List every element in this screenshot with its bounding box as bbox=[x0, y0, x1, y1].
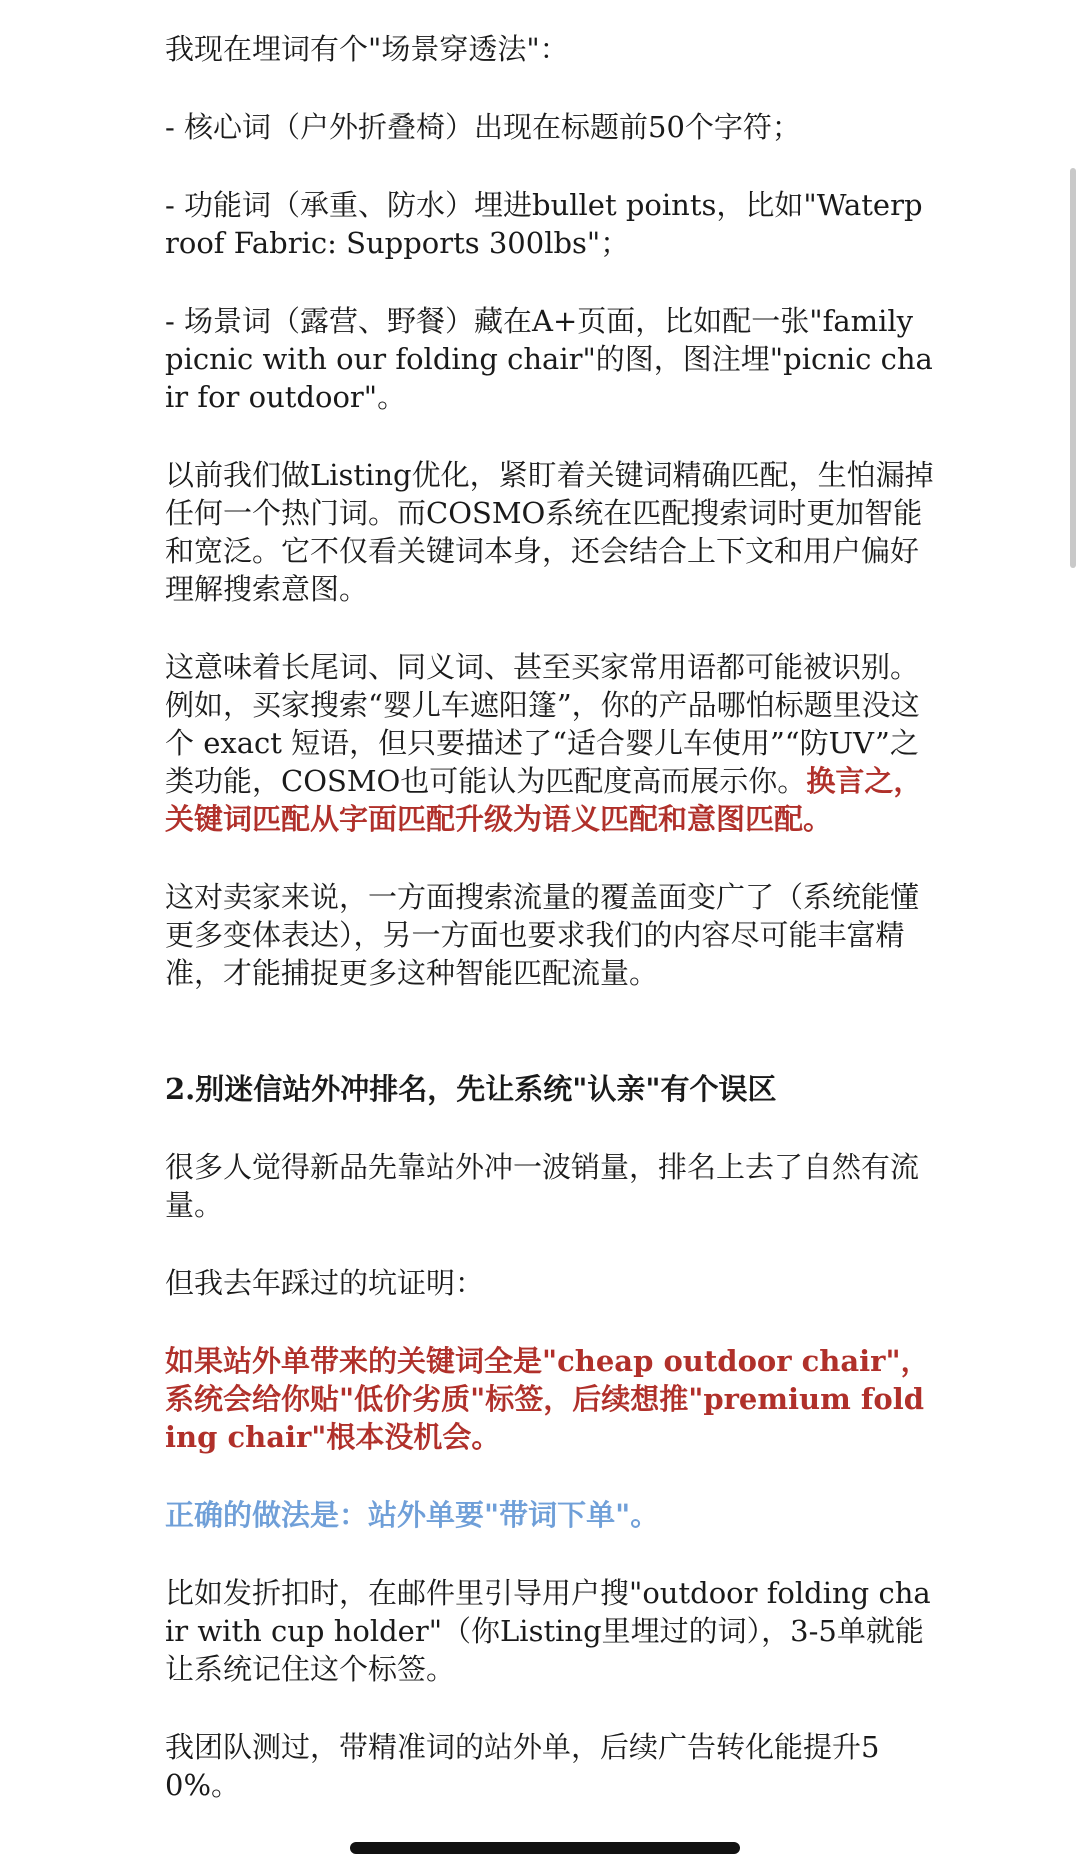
semantic-matching-text: 这意味着长尾词、同义词、甚至买家常用语都可能被识别。例如，买家搜索“婴儿车遮阳篷”，你的产品哪怕标题里没这个 exact 短语，但只要描述了“适合婴儿车使用”“防UV”之类功能，COSMO也可能认为匹配度高而展示你。 bbox=[165, 650, 920, 798]
paragraph-scene-keyword: - 场景词（露营、野餐）藏在A+页面，比如配一张"family picnic with our folding chair"的图，图注埋"picnic chair for outdoor"。 bbox=[165, 304, 933, 414]
paragraph-warning-emphasis: 如果站外单带来的关键词全是"cheap outdoor chair"，系统会给你贴"低价劣质"标签，后续想推"premium folding chair"根本没机会。 bbox=[165, 1344, 930, 1454]
paragraph-core-keyword: - 核心词（户外折叠椅）出现在标题前50个字符； bbox=[165, 110, 801, 144]
semantic-matching-emphasis: 换言之，关键词匹配从字面匹配升级为语义匹配和意图匹配。 bbox=[165, 764, 923, 836]
paragraph-discount-example: 比如发折扣时，在邮件里引导用户搜"outdoor folding chair with cup holder"（你Listing里埋过的词），3-5单就能让系统记住这个标签。 bbox=[165, 1576, 931, 1686]
scrollbar[interactable] bbox=[1070, 168, 1076, 568]
paragraph-semantic-matching bbox=[165, 648, 935, 838]
paragraph-seller-impact: 这对卖家来说，一方面搜索流量的覆盖面变广了（系统能懂更多变体表达），另一方面也要求我们的内容尽可能丰富精准，才能捕捉更多这种智能匹配流量。 bbox=[165, 880, 920, 990]
paragraph-lesson-intro: 但我去年踩过的坑证明： bbox=[165, 1266, 485, 1300]
paragraph-team-result: 我团队测过，带精准词的站外单，后续广告转化能提升50%。 bbox=[165, 1730, 880, 1802]
paragraph-function-keyword: - 功能词（承重、防水）埋进bullet points，比如"Waterproof Fabric: Supports 300lbs"； bbox=[165, 188, 923, 260]
article-body bbox=[165, 30, 935, 1844]
paragraph-offsite-belief: 很多人觉得新品先靠站外冲一波销量，排名上去了自然有流量。 bbox=[165, 1150, 920, 1222]
section-heading: 2.别迷信站外冲排名，先让系统"认亲"有个误区 bbox=[165, 1072, 777, 1106]
home-indicator[interactable] bbox=[350, 1842, 740, 1854]
paragraph-scene-method: 我现在埋词有个"场景穿透法"： bbox=[165, 32, 569, 66]
paragraph-correct-method: 正确的做法是：站外单要"带词下单"。 bbox=[165, 1498, 660, 1532]
paragraph-listing-optimization: 以前我们做Listing优化，紧盯着关键词精确匹配，生怕漏掉任何一个热门词。而COSMO系统在匹配搜索词时更加智能和宽泛。它不仅看关键词本身，还会结合上下文和用户偏好理解搜索意图。 bbox=[165, 458, 934, 606]
